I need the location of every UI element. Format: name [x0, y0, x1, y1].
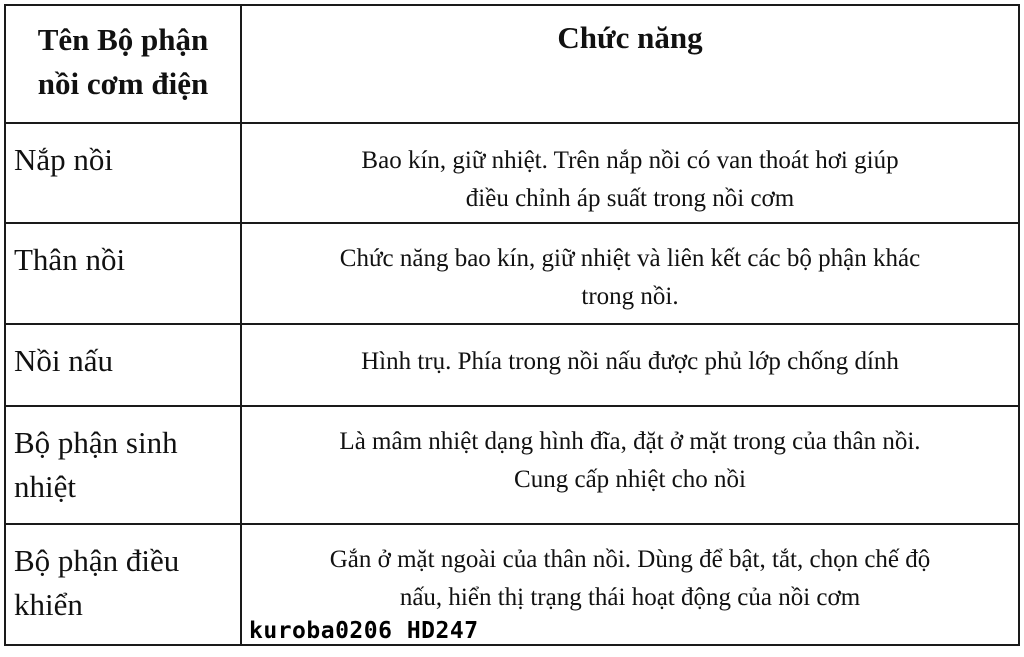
function-line-1: Hình trụ. Phía trong nồi nấu được phủ lớp chống dính	[361, 348, 899, 375]
header-function-label: Chức năng	[557, 20, 703, 55]
part-name-cell	[5, 223, 241, 324]
part-name-line-1: Bộ phận sinh	[14, 425, 178, 460]
function-cell	[241, 123, 1019, 223]
function-line-1: Là mâm nhiệt dạng hình đĩa, đặt ở mặt trong của thân nồi.	[339, 428, 921, 455]
author-watermark: kuroba0206 HD247	[249, 618, 479, 644]
part-name-line-2: khiển	[14, 587, 83, 622]
header-part-line-1: Tên Bộ phận	[37, 22, 209, 57]
function-line-2: nấu, hiển thị trạng thái hoạt động của nồi cơm	[399, 584, 861, 611]
function-cell	[241, 406, 1019, 524]
table-row	[5, 123, 1019, 223]
function-line-1: Chức năng bao kín, giữ nhiệt và liên kết các bộ phận khác	[339, 245, 921, 272]
function-line-2: Cung cấp nhiệt cho nồi	[514, 466, 746, 493]
header-function	[241, 5, 1019, 123]
function-cell	[241, 223, 1019, 324]
part-name-line-1: Nắp nồi	[14, 142, 114, 177]
table-header-row	[5, 5, 1019, 123]
part-name-line-1: Bộ phận điều	[14, 543, 180, 578]
part-name-cell	[5, 324, 241, 406]
part-name-cell	[5, 406, 241, 524]
header-part-line-2: nồi cơm điện	[37, 66, 209, 101]
function-cell	[241, 324, 1019, 406]
function-line-1: Bao kín, giữ nhiệt. Trên nắp nồi có van thoát hơi giúp	[361, 147, 899, 174]
table-row	[5, 324, 1019, 406]
rice-cooker-parts-table	[4, 4, 1020, 646]
part-name-line-1: Thân nồi	[14, 242, 126, 277]
table-row	[5, 524, 1019, 645]
function-line-2: trong nồi.	[581, 283, 679, 310]
part-name-line-2: nhiệt	[14, 469, 76, 504]
part-name-cell	[5, 123, 241, 223]
table-row	[5, 223, 1019, 324]
function-line-2: điều chỉnh áp suất trong nồi cơm	[465, 185, 795, 212]
header-part-name	[5, 5, 241, 123]
table-row	[5, 406, 1019, 524]
part-name-cell	[5, 524, 241, 645]
function-line-1: Gắn ở mặt ngoài của thân nồi. Dùng để bật, tắt, chọn chế độ	[329, 546, 931, 573]
part-name-line-1: Nồi nấu	[14, 343, 114, 378]
